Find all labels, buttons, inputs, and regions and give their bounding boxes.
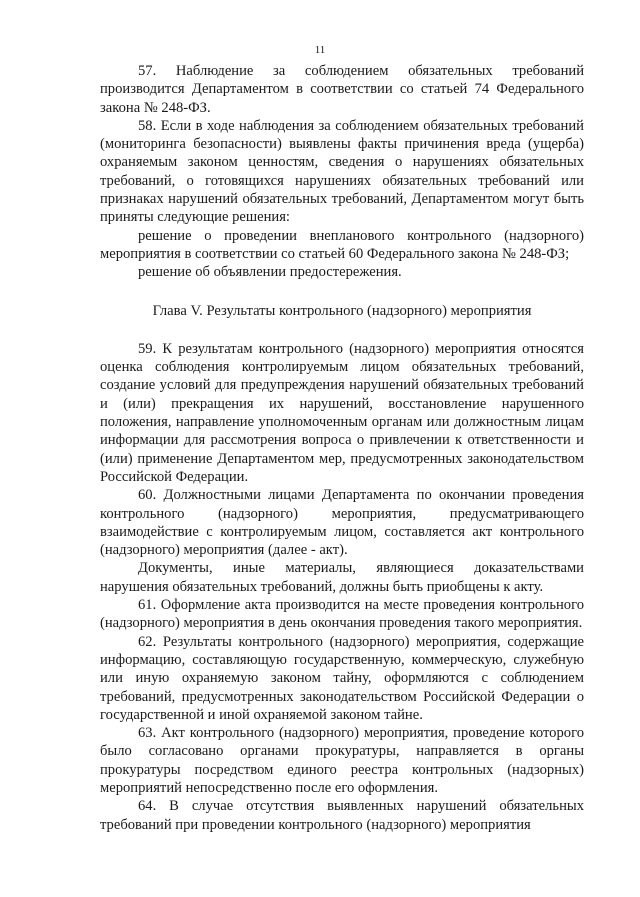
paragraph-60: 60. Должностными лицами Департамента по окончании проведения контрольного (надзорного) мероприятия, предусматривающего взаимодействие с контролируемым лицом, составляется акт контрольного (надзорного) мероприятия (далее - акт).: [100, 487, 584, 559]
paragraph-59: 59. К результатам контрольного (надзорного) мероприятия относятся оценка соблюдения контролируемым лицом обязательных требований, создание условий для предупреждения нарушений обязательных требований и (или) прекращения их нарушений, восстановление нарушенного положения, направление уполномоченным органам или должностным лицам информации для рассмотрения вопроса о привлечении к ответственности и (или) применение Департаментом мер, предусмотренных законодательством Российской Федерации.: [100, 340, 584, 485]
paragraph-57: 57. Наблюдение за соблюдением обязательных требований производится Департаментом в соответствии со статьей 74 Федерального закона № 248-ФЗ.: [100, 63, 584, 116]
decision-item-unscheduled-inspection: решение о проведении внепланового контрольного (надзорного) мероприятия в соответствии со статьей 60 Федерального закона № 248-ФЗ;: [100, 227, 584, 262]
chapter-heading: Глава V. Результаты контрольного (надзорного) мероприятия: [152, 302, 532, 319]
paragraph-64: 64. В случае отсутствия выявленных нарушений обязательных требований при проведении контрольного (надзорного) мероприятия: [100, 798, 584, 833]
paragraph-63: 63. Акт контрольного (надзорного) мероприятия, проведение которого было согласовано органами прокуратуры, направляется в органы прокуратуры посредством единого реестра контрольных (надзорных) мероприятий непосредственно после его оформления.: [100, 725, 584, 796]
paragraph-62: 62. Результаты контрольного (надзорного) мероприятия, содержащие информацию, составляющую государственную, коммерческую, служебную или иную охраняемую законом тайну, оформляются с соблюдением требований, предусмотренных законодательством Российской Федерации о государственной и иной охраняемой законом тайне.: [100, 633, 584, 723]
paragraph-61: 61. Оформление акта производится на месте проведения контрольного (надзорного) мероприятия в день окончания проведения такого мероприятия.: [100, 597, 584, 632]
paragraph-58: 58. Если в ходе наблюдения за соблюдением обязательных требований (мониторинга безопасности) выявлены факты причинения вреда (ущерба) охраняемым законом ценностям, сведения о нарушениях обязательных требований, о готовящихся нарушениях обязательных требований или признаках нарушений обязательных требований, Департаментом могут быть приняты следующие решения:: [100, 117, 584, 226]
decision-item-warning: решение об объявлении предостережения.: [138, 264, 402, 281]
paragraph-60-documents: Документы, иные материалы, являющиеся доказательствами нарушения обязательных требований, должны быть приобщены к акту.: [100, 560, 584, 595]
page-number: 11: [314, 44, 326, 56]
document-body: [100, 62, 584, 834]
